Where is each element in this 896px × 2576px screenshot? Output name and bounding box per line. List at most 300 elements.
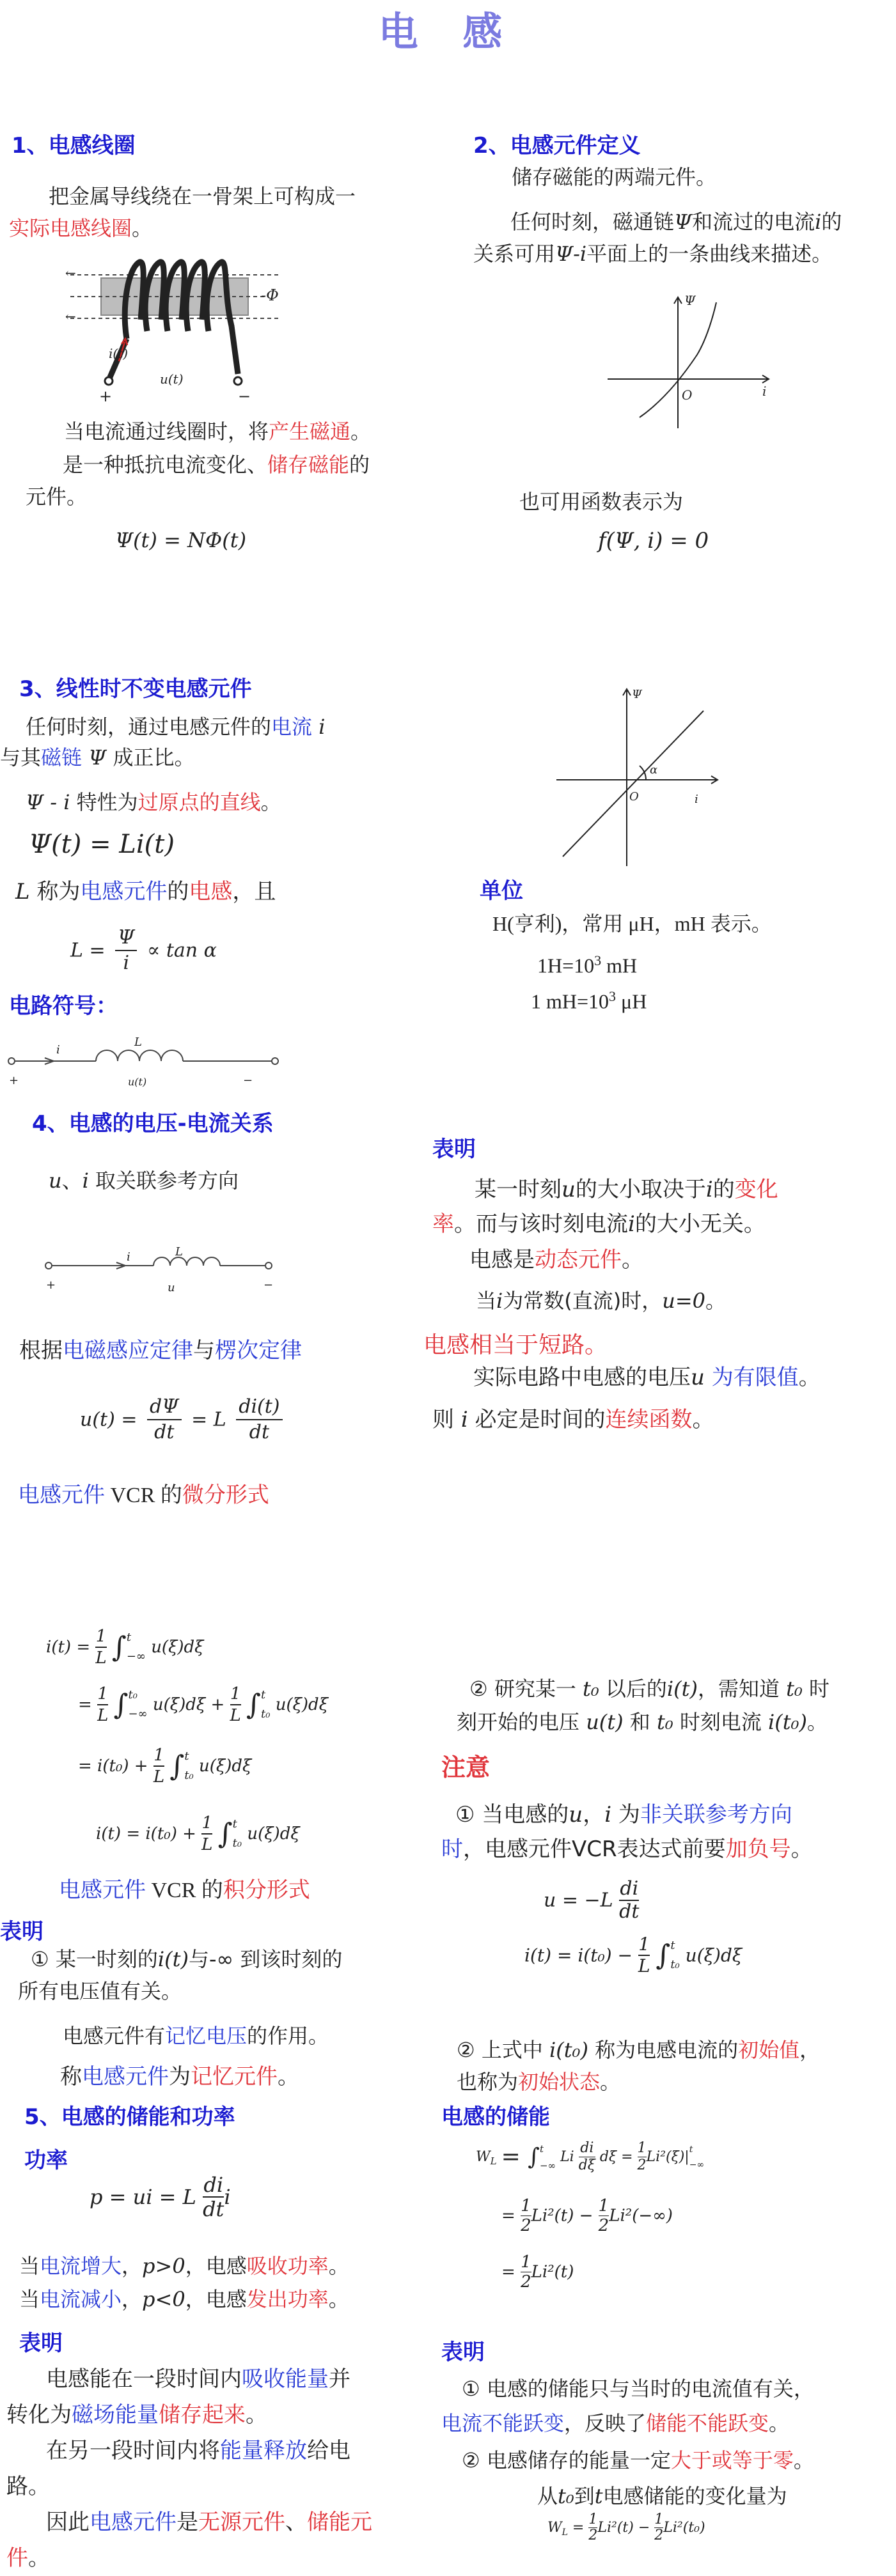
- highlight-text: 为有限值: [711, 1365, 799, 1390]
- text: 。: [806, 1710, 828, 1734]
- denominator: 2: [654, 2527, 664, 2543]
- power-line-2: [19, 2283, 349, 2315]
- text: 任何时刻，磁通链: [510, 210, 675, 234]
- highlight-text: 时: [441, 1836, 463, 1862]
- text: 在另一段时间内将: [46, 2438, 220, 2463]
- subscript: L: [490, 2155, 497, 2167]
- text: 刻开始的电压: [457, 1710, 580, 1734]
- highlight-text: 连续函数: [605, 1407, 693, 1432]
- s4-para-1: [49, 1165, 239, 1197]
- highlight-text: 吸收功率: [246, 2254, 329, 2278]
- voltage-label: u: [168, 1281, 175, 1294]
- numerator: 1: [95, 1626, 106, 1648]
- denominator: L: [201, 1835, 213, 1854]
- numerator: 1: [521, 2196, 531, 2215]
- power-formula: [90, 2173, 231, 2221]
- integral-line-1: [46, 1626, 204, 1668]
- text: ① 某一时刻的: [31, 1947, 158, 1971]
- text: 取关联参考方向: [88, 1168, 239, 1193]
- s4-para-3: [18, 1479, 269, 1512]
- denominator: L: [230, 1706, 241, 1725]
- denominator: dt: [154, 1421, 175, 1443]
- math-symbol: t₀: [558, 2484, 574, 2508]
- s4-note-5: [473, 1362, 821, 1393]
- math-text: Li²(t) −: [531, 2206, 593, 2226]
- text: 。: [798, 1365, 821, 1390]
- text: 当: [19, 2287, 40, 2311]
- math-symbol: i: [628, 1211, 635, 1237]
- text: 和: [629, 1710, 650, 1734]
- lower-limit: t₀: [260, 1707, 271, 1721]
- plus-sign: +: [9, 1074, 19, 1087]
- upper-limit: t: [539, 2143, 544, 2155]
- text: 的: [821, 210, 842, 234]
- text: 。: [769, 2411, 790, 2435]
- lower-limit: t₀: [184, 1769, 194, 1782]
- text: 。: [246, 2402, 267, 2428]
- math-symbol: i(t): [666, 1677, 698, 1701]
- s5-note-1: [18, 1943, 414, 2007]
- text: 。: [278, 2064, 299, 2090]
- energy-formula-1: [476, 2140, 704, 2174]
- math-symbol: Ψ: [88, 745, 107, 770]
- text: 也称为: [457, 2070, 519, 2094]
- text: ，电感: [185, 2287, 247, 2311]
- text: 成正比。: [113, 745, 195, 770]
- math-text: Li²(−∞): [609, 2206, 673, 2226]
- highlight-text: 楞次定律: [215, 1338, 302, 1363]
- text: 。: [328, 2254, 349, 2278]
- text: 路。: [6, 2474, 50, 2499]
- math-symbol: u: [49, 1168, 62, 1193]
- math-symbol: i(t₀): [768, 1710, 807, 1734]
- text: 时: [809, 1677, 830, 1701]
- math-symbol: t₀: [583, 1677, 599, 1701]
- math-text: u(ξ)dξ: [685, 1944, 743, 1966]
- text: 。: [260, 790, 281, 814]
- numerator: 1: [201, 1813, 212, 1835]
- text: 、: [285, 2510, 307, 2535]
- text: 。: [793, 2448, 814, 2472]
- text: 的大小取决于: [575, 1177, 706, 1202]
- s2-para-2: [473, 206, 895, 270]
- math-symbol: i(t₀): [549, 2038, 588, 2062]
- voltage-label: u(t): [128, 1076, 147, 1088]
- numerator: 1: [637, 2140, 647, 2156]
- highlight-text: 电流: [271, 715, 313, 739]
- s5-right-1: [457, 1672, 892, 1739]
- s4-note-6: [432, 1404, 714, 1436]
- math-text: = L: [191, 1408, 226, 1431]
- highlight-text: 发出功率: [246, 2287, 329, 2311]
- math-text: Li²(t) −: [597, 2520, 650, 2536]
- s5-right-2: [441, 1797, 889, 1866]
- integral-sign: ∫: [217, 1817, 233, 1851]
- s3-formula-2: [70, 926, 217, 975]
- math-text: W: [547, 2520, 562, 2536]
- text: 当: [476, 1289, 497, 1313]
- math-symbol: p>0: [142, 2254, 185, 2278]
- s6-notes: [6, 2361, 416, 2576]
- math-text: i(t) = i(t₀) +: [96, 1824, 196, 1843]
- denominator: L: [95, 1649, 107, 1668]
- highlight-text: 储能不能跃变: [646, 2411, 769, 2435]
- unit-line-1: [537, 952, 637, 978]
- text: 电感储能的变化量为: [602, 2484, 787, 2508]
- text: ② 电感储存的能量一定: [462, 2448, 671, 2472]
- numerator: di: [203, 2173, 224, 2197]
- highlight-text: 初始值: [738, 2038, 800, 2062]
- minus-sign: −: [263, 1278, 274, 1292]
- minus-sign: −: [243, 1074, 253, 1087]
- math-symbol: u: [562, 1177, 576, 1202]
- psi-axis-label: Ψ: [632, 688, 642, 701]
- s2-para-1: 储存磁能的两端元件。: [512, 165, 717, 189]
- text: 称为电感电流的: [595, 2038, 739, 2062]
- math-text: =: [572, 2520, 585, 2536]
- text: 1H=10: [537, 954, 595, 977]
- page-title: 电 感: [378, 8, 518, 55]
- math-text: ∝ tan α: [147, 939, 217, 962]
- highlight-text: 过原点的直线: [138, 790, 261, 814]
- lower-limit: t₀: [232, 1836, 242, 1850]
- text: 、: [61, 1168, 83, 1193]
- text: 为: [618, 1802, 640, 1827]
- highlight-text: 记忆元件: [191, 2064, 278, 2090]
- highlight-text: 电感元件: [18, 1482, 105, 1508]
- text: 时刻电流: [679, 1710, 762, 1734]
- highlight-text: 电感元件: [80, 879, 168, 904]
- text: 到: [574, 2484, 595, 2508]
- math-text: u(ξ)dξ: [275, 1695, 329, 1714]
- highlight-text: 率: [432, 1211, 454, 1237]
- math-symbol: p<0: [142, 2287, 185, 2311]
- s5-note-2: [63, 2020, 329, 2052]
- highlight-text: 积分形式: [223, 1877, 310, 1903]
- text: 并: [329, 2366, 350, 2392]
- text: 从: [537, 2484, 558, 2508]
- section-4-heading: 4、电感的电压-电流关系: [32, 1111, 274, 1137]
- math-text: u(ξ)dξ +: [152, 1695, 225, 1714]
- text: 。: [600, 2070, 621, 2094]
- math-symbol: i: [496, 1289, 503, 1313]
- origin-label: O: [682, 387, 693, 403]
- s5-right-formula-2: [524, 1934, 742, 1976]
- numerator: 1: [521, 2253, 531, 2272]
- text: ，电感元件VCR表达式前要: [463, 1836, 726, 1862]
- text: 。: [350, 419, 372, 444]
- lower-limit: −∞: [128, 1707, 148, 1721]
- text: 。: [132, 216, 153, 240]
- current-label: i(t): [109, 346, 129, 361]
- text: 称: [60, 2064, 82, 2090]
- math-text: W: [476, 2149, 491, 2165]
- energy-storage-heading: 电感的储能: [441, 2104, 550, 2130]
- text: 实际电路中电感的电压: [473, 1365, 691, 1390]
- section-1-heading: 1、电感线圈: [12, 133, 136, 159]
- current-label: i: [127, 1250, 130, 1264]
- inductance-label: L: [134, 1036, 142, 1049]
- denominator: dt: [249, 1421, 269, 1443]
- voltage-label: u(t): [160, 371, 184, 387]
- denominator: L: [97, 1706, 109, 1725]
- text: ，且: [232, 879, 276, 904]
- numerator: 1: [230, 1684, 241, 1705]
- upper-limit: t: [232, 1817, 237, 1831]
- inductor-coil-figure: [64, 249, 307, 403]
- s3-para-3: [26, 786, 281, 818]
- s4-formula: [80, 1395, 287, 1445]
- math-symbol: i: [82, 1168, 89, 1193]
- math-text: u(ξ)dξ: [199, 1757, 252, 1776]
- math-text: L =: [70, 939, 106, 962]
- inductor-symbol-2: [45, 1246, 288, 1298]
- text: ，反映了: [564, 2411, 647, 2435]
- text: 电感能在一段时间内: [46, 2366, 242, 2392]
- numerator: di: [620, 1877, 639, 1900]
- text: VCR 的: [105, 1484, 182, 1507]
- s5-right-3: [457, 2034, 892, 2098]
- math-symbol: Ψ - i: [26, 790, 70, 814]
- highlight-text: 电感元件: [82, 2064, 169, 2090]
- highlight-text: 电流不能跃变: [441, 2411, 565, 2435]
- highlight-text: 电感元件: [59, 1877, 146, 1903]
- text: 为: [169, 2064, 191, 2090]
- s3-para-2: [0, 741, 194, 773]
- math-text: Li: [560, 2149, 574, 2165]
- unit-line-2: [531, 988, 647, 1014]
- highlight-text: 动态元件: [535, 1247, 622, 1273]
- math-symbol: Ψ-i: [555, 242, 587, 266]
- s5-note-heading: 表明: [0, 1919, 43, 1944]
- inductance-label: L: [175, 1245, 183, 1259]
- text: 某一时刻: [475, 1177, 562, 1202]
- i-axis-label: i: [762, 384, 767, 399]
- lower-limit: −∞: [539, 2159, 556, 2171]
- text: 1 mH=10: [531, 989, 609, 1013]
- psi-i-curve-figure: [595, 291, 780, 431]
- highlight-text: 储存磁能: [267, 453, 350, 477]
- unit-heading: 单位: [480, 878, 523, 904]
- math-text: Li²(ξ)|: [646, 2149, 689, 2165]
- numerator: di: [579, 2140, 595, 2157]
- s2-para-3: 也可用函数表示为: [519, 490, 684, 514]
- math-text: i: [224, 2185, 231, 2209]
- svg-text:←: ←: [65, 309, 76, 324]
- highlight-text: 加负号: [725, 1836, 791, 1862]
- lower-limit: −∞: [689, 2159, 705, 2170]
- s5-para-1: [59, 1874, 310, 1907]
- math-symbol: u(t): [586, 1710, 624, 1734]
- text: 关系可用: [473, 242, 556, 266]
- s5-note-3: [60, 2061, 299, 2093]
- denominator: 2: [598, 2216, 609, 2235]
- text: ，: [799, 2038, 821, 2062]
- integral-line-4: [96, 1813, 300, 1855]
- s6-note2-2: [441, 2407, 789, 2439]
- text: 的: [167, 879, 189, 904]
- math-symbol: Ψ: [674, 210, 693, 234]
- upper-limit: t: [689, 2144, 693, 2155]
- denominator: 2: [521, 2272, 531, 2292]
- svg-text:←: ←: [65, 265, 76, 281]
- denominator: dt: [619, 1900, 640, 1923]
- highlight-text: 吸收能量: [242, 2366, 329, 2392]
- text: 的: [349, 453, 370, 477]
- text: 所有电压值有关。: [18, 1979, 182, 2003]
- highlight-text: 件: [6, 2545, 28, 2571]
- math-text: Li²(t): [531, 2262, 574, 2282]
- denominator: dt: [203, 2197, 224, 2221]
- s1-para-1: [9, 180, 405, 244]
- minus-sign: −: [238, 387, 251, 405]
- s4-note-4: 电感相当于短路。: [423, 1332, 608, 1358]
- math-text: = i(t₀) +: [78, 1757, 148, 1776]
- text: 的大小无关。: [634, 1211, 766, 1237]
- text: 元件。: [26, 485, 88, 509]
- unit-text: H(亨利)，常用 μH，mH 表示。: [492, 912, 772, 935]
- s3-para-4: [15, 876, 276, 908]
- s6-note-heading: 表明: [19, 2331, 63, 2356]
- energy-formula-3: [501, 2253, 574, 2292]
- inductor-symbol-1: [6, 1036, 307, 1093]
- text: 当电流通过线圈时，将: [64, 419, 269, 444]
- s4-para-2: [19, 1335, 302, 1367]
- math-text: u = −L: [544, 1889, 613, 1912]
- math-symbol: u: [569, 1802, 583, 1827]
- s6-note2-4: [537, 2480, 787, 2512]
- plus-sign: +: [99, 387, 113, 405]
- s5-right-formula-1: [544, 1878, 639, 1923]
- alpha-angle-label: α: [650, 763, 658, 777]
- origin-label: O: [629, 790, 639, 803]
- text: 的作用。: [247, 2024, 329, 2048]
- integral-sign: ∫: [113, 1688, 129, 1721]
- attention-heading: 注意: [441, 1753, 491, 1781]
- circuit-symbol-heading: 电路符号：: [9, 993, 118, 1019]
- text: 与: [193, 1338, 215, 1363]
- numerator: Ψ: [115, 926, 137, 951]
- math-symbol: i: [460, 1407, 468, 1432]
- math-symbol: i: [705, 1177, 713, 1202]
- highlight-text: 能量释放: [220, 2438, 307, 2463]
- text: 。: [692, 1407, 714, 1432]
- upper-limit: t: [126, 1631, 132, 1644]
- text: ① 当电感的: [455, 1802, 569, 1827]
- text: 当: [19, 2254, 40, 2278]
- text: 与-∞ 到该时刻的: [188, 1947, 343, 1971]
- math-text: i(t) = i(t₀) −: [524, 1944, 633, 1966]
- highlight-text: 实际电感线圈: [9, 216, 132, 240]
- psi-axis-label: Ψ: [684, 293, 696, 308]
- denominator: L: [153, 1767, 165, 1787]
- text: 则: [432, 1407, 454, 1432]
- exponent: 3: [594, 952, 602, 968]
- s1-formula: Ψ(t) = NΦ(t): [115, 528, 247, 552]
- integral-sign: ∫: [111, 1631, 127, 1664]
- s4-note-2: [469, 1244, 643, 1276]
- flux-label: -Φ: [261, 286, 279, 304]
- highlight-text: 储能元: [307, 2510, 372, 2535]
- s3-para-1: [26, 711, 325, 743]
- s6-note2-1: ① 电感的储能只与当时的电流值有关，: [462, 2377, 814, 2401]
- math-symbol: L: [15, 879, 30, 904]
- text: 。: [28, 2545, 50, 2571]
- highlight-text: 电感: [189, 879, 233, 904]
- numerator: di(t): [236, 1395, 282, 1420]
- text: 任何时刻，通过电感元件的: [26, 715, 272, 739]
- text: 电感是: [469, 1247, 535, 1273]
- text: 。而与该时刻电流: [454, 1211, 628, 1237]
- math-symbol: i(t): [157, 1947, 189, 1971]
- math-symbol: t₀: [786, 1677, 803, 1701]
- upper-limit: t: [184, 1750, 189, 1763]
- s1-para-2: [64, 415, 371, 447]
- integral-line-2: [78, 1684, 328, 1726]
- text: 是一种抵抗电流变化、: [63, 453, 268, 477]
- section-2-heading: 2、电感元件定义: [473, 133, 641, 159]
- power-line-1: [19, 2250, 349, 2282]
- integral-sign: ∫: [656, 1939, 671, 1972]
- text: ② 研究某一: [469, 1677, 576, 1701]
- math-text: Li²(t₀): [663, 2520, 705, 2536]
- text: ，需知道: [697, 1677, 780, 1701]
- s4-note-3: [476, 1285, 726, 1317]
- numerator: 1: [153, 1745, 164, 1767]
- math-text: u(t) =: [80, 1408, 138, 1431]
- denominator: L: [638, 1955, 650, 1976]
- linear-psi-i-figure: [550, 684, 729, 869]
- math-symbol: u: [691, 1365, 705, 1390]
- math-symbol: i: [815, 210, 822, 234]
- plus-sign: +: [46, 1278, 56, 1292]
- text: 给电: [307, 2438, 350, 2463]
- highlight-text: 电磁感应定律: [63, 1338, 193, 1363]
- text: 。: [622, 1247, 643, 1273]
- math-symbol: i: [318, 715, 326, 739]
- text: 称为: [36, 879, 81, 904]
- highlight-text: 磁链: [41, 745, 83, 770]
- numerator: 1: [588, 2511, 598, 2527]
- highlight-text: 初始状态: [518, 2070, 601, 2094]
- text: mH: [601, 954, 638, 977]
- text: 转化为: [6, 2402, 72, 2428]
- highlight-text: 非关联参考方向: [640, 1802, 792, 1827]
- subscript: L: [562, 2527, 568, 2538]
- highlight-text: 记忆电压: [165, 2024, 248, 2048]
- math-text: i(t) =: [46, 1638, 91, 1657]
- numerator: 1: [598, 2196, 609, 2215]
- text: 根据: [19, 1338, 63, 1363]
- s6-note2-3: [462, 2444, 814, 2476]
- text: 以后的: [605, 1677, 667, 1701]
- s1-para-3: [26, 449, 409, 513]
- power-heading: 功率: [24, 2148, 68, 2173]
- highlight-text: 电感元件: [90, 2510, 177, 2535]
- text: 是: [177, 2510, 198, 2535]
- text: ，: [583, 1802, 605, 1827]
- s4-note-1: [432, 1172, 880, 1241]
- math-symbol: i: [604, 1802, 612, 1827]
- math-symbol: t: [594, 2484, 603, 2508]
- highlight-text: 磁场能量: [72, 2402, 159, 2428]
- highlight-text: 大于或等于零: [670, 2448, 794, 2472]
- math-text: p = ui = L: [90, 2185, 196, 2209]
- denominator: i: [123, 952, 130, 974]
- highlight-text: 无源元件: [198, 2510, 285, 2535]
- energy-change-formula: [547, 2512, 705, 2543]
- section-3-heading: 3、线性时不变电感元件: [19, 676, 252, 702]
